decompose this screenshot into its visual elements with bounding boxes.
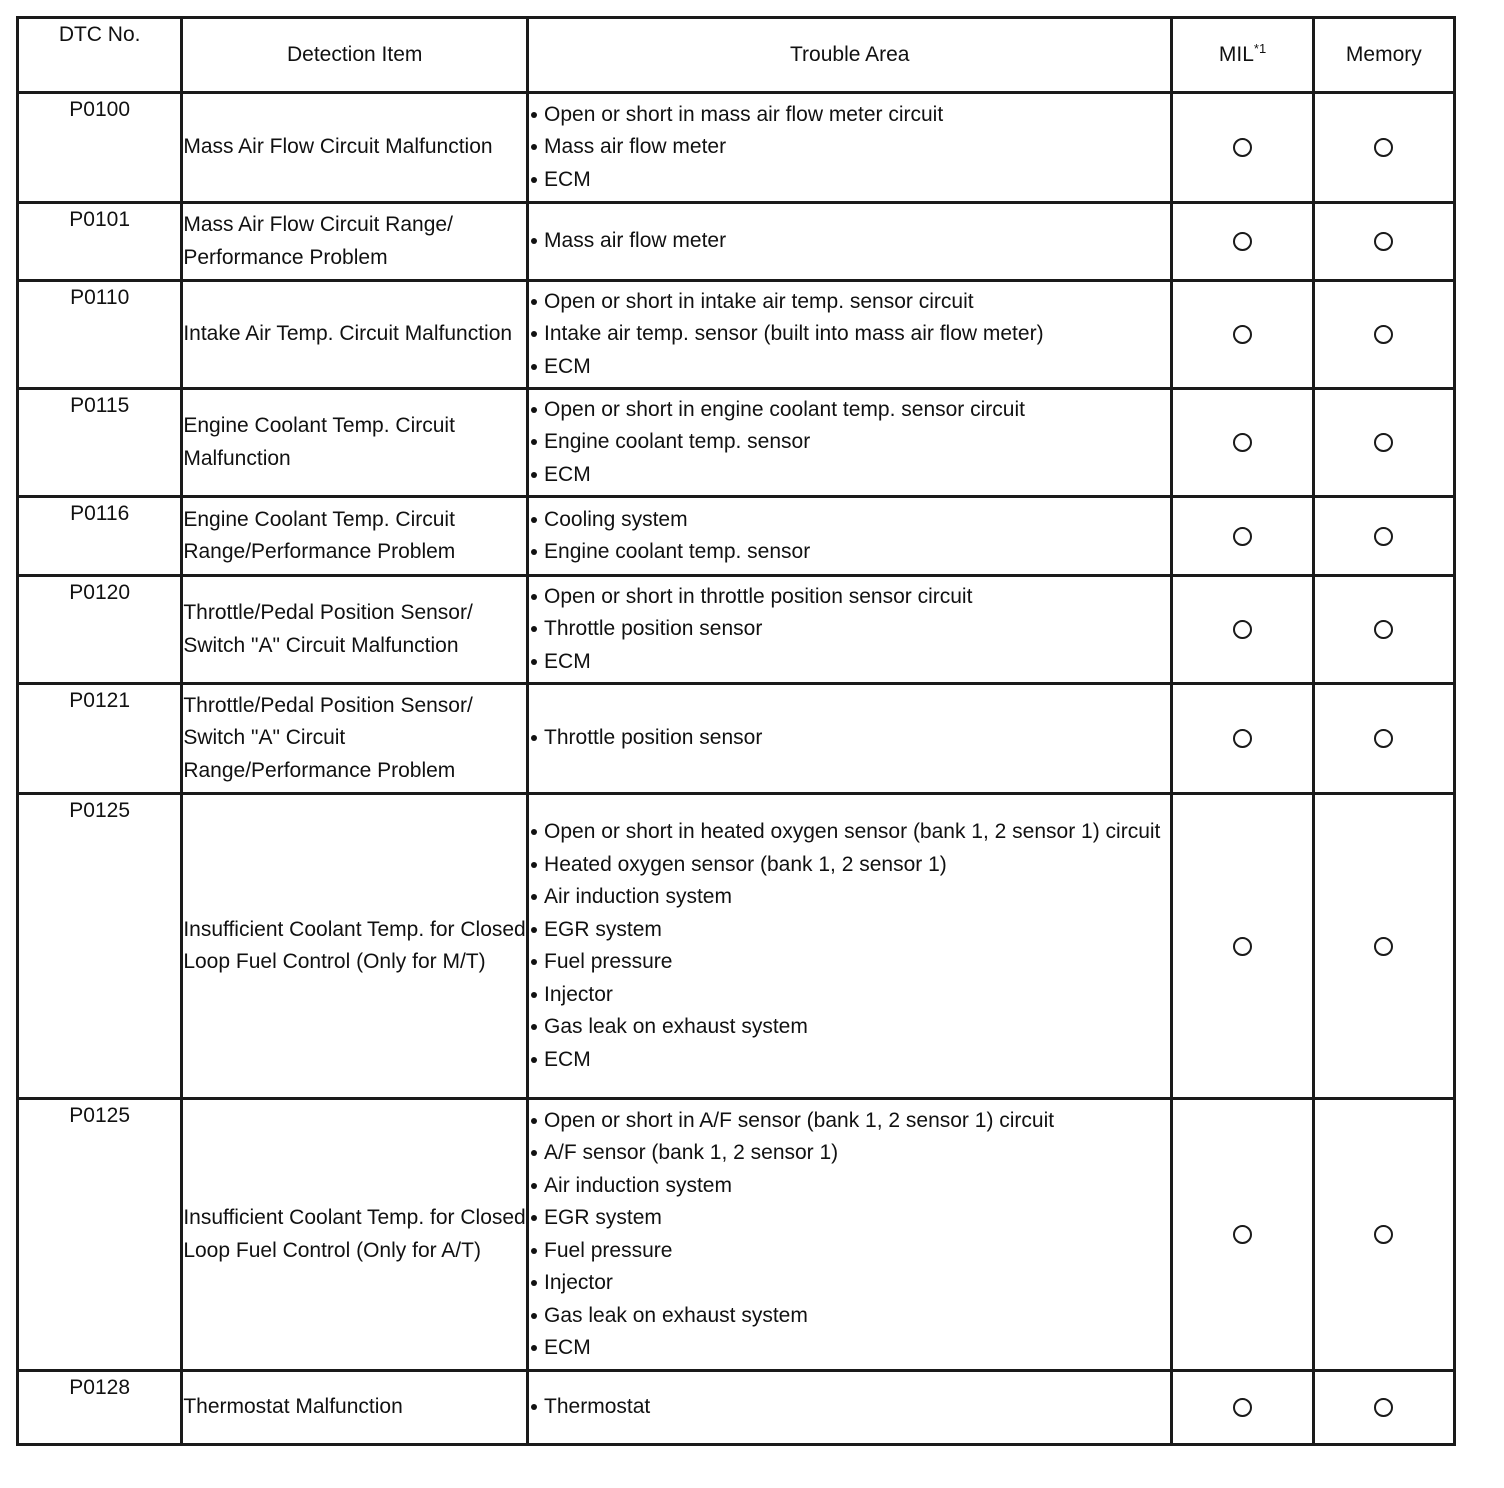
memory-circle-icon [1374, 729, 1393, 748]
trouble-area-item: Open or short in throttle position sensor circuit [529, 581, 1170, 614]
mil-cell [1172, 1099, 1313, 1371]
trouble-area [528, 576, 1172, 684]
trouble-area-list [529, 225, 1170, 258]
memory-cell [1313, 1099, 1454, 1371]
table-row [18, 203, 1455, 281]
trouble-area-item: Fuel pressure [529, 946, 1170, 979]
table-row [18, 497, 1455, 576]
trouble-area-item: Open or short in engine coolant temp. sensor circuit [529, 394, 1170, 427]
memory-circle-icon [1374, 937, 1393, 956]
trouble-area-item: Engine coolant temp. sensor [529, 426, 1170, 459]
dtc-table-body [18, 93, 1455, 1445]
table-row [18, 1371, 1455, 1445]
mil-circle-icon [1233, 1398, 1252, 1417]
memory-circle-icon [1374, 527, 1393, 546]
trouble-area [528, 281, 1172, 389]
detection-item: Mass Air Flow Circuit Range/ Performance Problem [182, 203, 528, 281]
dtc-code: P0125 [18, 1099, 182, 1371]
trouble-area [528, 794, 1172, 1099]
trouble-area-item: Throttle position sensor [529, 722, 1170, 755]
dtc-code: P0125 [18, 794, 182, 1099]
trouble-area-item: ECM [529, 351, 1170, 384]
trouble-area-item: Gas leak on exhaust system [529, 1011, 1170, 1044]
trouble-area-item: Open or short in heated oxygen sensor (bank 1, 2 sensor 1) circuit [529, 816, 1170, 849]
detection-item: Thermostat Malfunction [182, 1371, 528, 1445]
trouble-area [528, 1371, 1172, 1445]
header-dtc-no: DTC No. [18, 18, 182, 93]
trouble-area-item: Mass air flow meter [529, 225, 1170, 258]
mil-cell [1172, 684, 1313, 794]
memory-circle-icon [1374, 1225, 1393, 1244]
detection-item: Throttle/Pedal Position Sensor/ Switch "A" Circuit Malfunction [182, 576, 528, 684]
table-row [18, 576, 1455, 684]
table-row [18, 794, 1455, 1099]
table-row [18, 93, 1455, 203]
detection-item: Throttle/Pedal Position Sensor/ Switch "A" Circuit Range/Performance Problem [182, 684, 528, 794]
dtc-code: P0116 [18, 497, 182, 576]
trouble-area-list [529, 816, 1170, 1076]
trouble-area-list [529, 99, 1170, 197]
header-mil [1172, 18, 1313, 93]
mil-cell [1172, 576, 1313, 684]
trouble-area-list [529, 1105, 1170, 1365]
detection-item: Engine Coolant Temp. Circuit Malfunction [182, 389, 528, 497]
trouble-area-item: ECM [529, 1044, 1170, 1077]
trouble-area-item: ECM [529, 1332, 1170, 1365]
trouble-area-item: Engine coolant temp. sensor [529, 536, 1170, 569]
memory-cell [1313, 203, 1454, 281]
dtc-table [16, 16, 1456, 1446]
trouble-area-item: Throttle position sensor [529, 613, 1170, 646]
mil-cell [1172, 93, 1313, 203]
memory-circle-icon [1374, 433, 1393, 452]
memory-circle-icon [1374, 325, 1393, 344]
header-mil-note: *1 [1253, 40, 1267, 56]
dtc-code: P0101 [18, 203, 182, 281]
trouble-area-item: Fuel pressure [529, 1235, 1170, 1268]
header-mil-label: MIL [1218, 42, 1254, 66]
trouble-area-item: Intake air temp. sensor (built into mass air flow meter) [529, 318, 1170, 351]
header-memory: Memory [1313, 18, 1454, 93]
trouble-area-item: Gas leak on exhaust system [529, 1300, 1170, 1333]
mil-cell [1172, 203, 1313, 281]
mil-cell [1172, 794, 1313, 1099]
memory-cell [1313, 281, 1454, 389]
mil-cell [1172, 1371, 1313, 1445]
dtc-code: P0100 [18, 93, 182, 203]
detection-item: Engine Coolant Temp. Circuit Range/Performance Problem [182, 497, 528, 576]
memory-circle-icon [1374, 232, 1393, 251]
detection-item: Intake Air Temp. Circuit Malfunction [182, 281, 528, 389]
trouble-area-item: Open or short in mass air flow meter circuit [529, 99, 1170, 132]
trouble-area [528, 1099, 1172, 1371]
trouble-area-item: Air induction system [529, 1170, 1170, 1203]
header-trouble-area: Trouble Area [528, 18, 1172, 93]
detection-item: Insufficient Coolant Temp. for Closed Loop Fuel Control (Only for M/T) [182, 794, 528, 1099]
memory-cell [1313, 1371, 1454, 1445]
trouble-area [528, 389, 1172, 497]
memory-cell [1313, 389, 1454, 497]
trouble-area-list [529, 394, 1170, 492]
table-row [18, 684, 1455, 794]
detection-item: Insufficient Coolant Temp. for Closed Loop Fuel Control (Only for A/T) [182, 1099, 528, 1371]
trouble-area-item: ECM [529, 459, 1170, 492]
trouble-area [528, 684, 1172, 794]
mil-circle-icon [1233, 729, 1252, 748]
trouble-area-item: Open or short in intake air temp. sensor circuit [529, 286, 1170, 319]
memory-circle-icon [1374, 138, 1393, 157]
mil-circle-icon [1233, 232, 1252, 251]
trouble-area-item: A/F sensor (bank 1, 2 sensor 1) [529, 1137, 1170, 1170]
trouble-area-list [529, 722, 1170, 755]
trouble-area-item: Mass air flow meter [529, 131, 1170, 164]
trouble-area-item: ECM [529, 646, 1170, 679]
memory-cell [1313, 93, 1454, 203]
memory-cell [1313, 684, 1454, 794]
trouble-area-item: EGR system [529, 1202, 1170, 1235]
mil-circle-icon [1233, 620, 1252, 639]
table-row [18, 281, 1455, 389]
trouble-area-list [529, 581, 1170, 679]
detection-item: Mass Air Flow Circuit Malfunction [182, 93, 528, 203]
dtc-code: P0110 [18, 281, 182, 389]
trouble-area-item: Air induction system [529, 881, 1170, 914]
trouble-area-item: EGR system [529, 914, 1170, 947]
mil-circle-icon [1233, 1225, 1252, 1244]
memory-cell [1313, 794, 1454, 1099]
header-detection-item: Detection Item [182, 18, 528, 93]
trouble-area-item: Cooling system [529, 504, 1170, 537]
trouble-area-item: ECM [529, 164, 1170, 197]
mil-circle-icon [1233, 527, 1252, 546]
trouble-area-item: Injector [529, 979, 1170, 1012]
mil-cell [1172, 389, 1313, 497]
mil-cell [1172, 497, 1313, 576]
trouble-area-item: Injector [529, 1267, 1170, 1300]
mil-circle-icon [1233, 325, 1252, 344]
mil-circle-icon [1233, 937, 1252, 956]
trouble-area-list [529, 504, 1170, 569]
dtc-code: P0120 [18, 576, 182, 684]
trouble-area-list [529, 1391, 1170, 1424]
dtc-code: P0121 [18, 684, 182, 794]
header-row [18, 18, 1455, 93]
trouble-area-item: Thermostat [529, 1391, 1170, 1424]
trouble-area [528, 203, 1172, 281]
mil-cell [1172, 281, 1313, 389]
trouble-area-list [529, 286, 1170, 384]
mil-circle-icon [1233, 433, 1252, 452]
trouble-area [528, 497, 1172, 576]
memory-cell [1313, 497, 1454, 576]
dtc-code: P0115 [18, 389, 182, 497]
memory-cell [1313, 576, 1454, 684]
dtc-code: P0128 [18, 1371, 182, 1445]
table-row [18, 1099, 1455, 1371]
trouble-area [528, 93, 1172, 203]
table-row [18, 389, 1455, 497]
mil-circle-icon [1233, 138, 1252, 157]
trouble-area-item: Heated oxygen sensor (bank 1, 2 sensor 1) [529, 849, 1170, 882]
trouble-area-item: Open or short in A/F sensor (bank 1, 2 sensor 1) circuit [529, 1105, 1170, 1138]
memory-circle-icon [1374, 1398, 1393, 1417]
memory-circle-icon [1374, 620, 1393, 639]
